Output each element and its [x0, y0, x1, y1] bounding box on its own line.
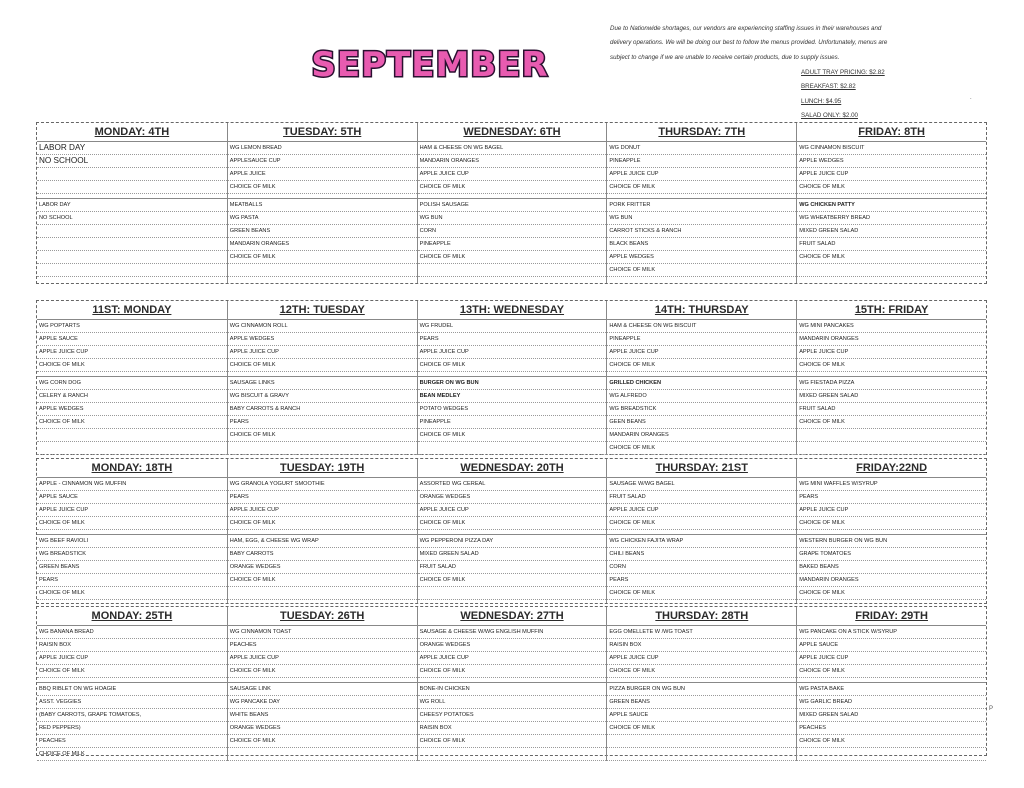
day-header: TUESDAY: 19TH — [228, 459, 417, 478]
day-column — [227, 123, 417, 283]
lunch-item: CHOICE OF MILK — [228, 574, 417, 587]
day-header: TUESDAY: 26TH — [228, 607, 417, 626]
lunch-item: POTATO WEDGES — [418, 403, 607, 416]
lunch-item: CHOICE OF MILK — [797, 416, 986, 429]
breakfast-item: APPLE JUICE CUP — [797, 168, 986, 181]
breakfast-item: CHOICE OF MILK — [228, 181, 417, 194]
lunch-item: BBQ RIBLET ON WG HOAGIE — [37, 683, 227, 696]
breakfast-item: APPLE JUICE CUP — [37, 504, 227, 517]
lunch-item: CHOICE OF MILK — [228, 735, 417, 748]
lunch-item: PINEAPPLE — [418, 238, 607, 251]
breakfast-item: WG LEMON BREAD — [228, 142, 417, 155]
breakfast-item: HAM & CHEESE ON WG BISCUIT — [607, 320, 796, 333]
breakfast-item: CHOICE OF MILK — [228, 359, 417, 372]
lunch-item: CORN — [418, 225, 607, 238]
lunch-item: FRUIT SALAD — [418, 561, 607, 574]
day-header: 15TH: FRIDAY — [797, 301, 986, 320]
breakfast-item: APPLE JUICE CUP — [797, 346, 986, 359]
day-header: THURSDAY: 21ST — [607, 459, 796, 478]
day-header: TUESDAY: 5TH — [228, 123, 417, 142]
lunch-item: CHOICE OF MILK — [607, 264, 796, 277]
lunch-item: CHOICE OF MILK — [228, 251, 417, 264]
breakfast-item: APPLE JUICE — [228, 168, 417, 181]
lunch-item — [228, 748, 417, 761]
day-column — [227, 301, 417, 455]
day-column — [37, 607, 227, 761]
lunch-item: CHOICE OF MILK — [228, 429, 417, 442]
breakfast-price: BREAKFAST: $2.82 — [801, 83, 856, 91]
lunch-item: PORK FRITTER — [607, 199, 796, 212]
lunch-item: CARROT STICKS & RANCH — [607, 225, 796, 238]
breakfast-item: MANDARIN ORANGES — [797, 333, 986, 346]
lunch-item: WG BISCUIT & GRAVY — [228, 390, 417, 403]
breakfast-item: CHOICE OF MILK — [418, 359, 607, 372]
lunch-item: CHOICE OF MILK — [607, 587, 796, 600]
lunch-item: SAUSAGE LINKS — [228, 377, 417, 390]
lunch-item: SAUSAGE LINK — [228, 683, 417, 696]
lunch-item: WG ALFREDO — [607, 390, 796, 403]
breakfast-item: APPLE WEDGES — [228, 333, 417, 346]
lunch-item: WG BUN — [607, 212, 796, 225]
breakfast-item: NO SCHOOL — [37, 155, 227, 168]
day-column — [417, 459, 607, 603]
breakfast-item: APPLE JUICE CUP — [418, 346, 607, 359]
lunch-item — [797, 748, 986, 761]
lunch-item: WG ROLL — [418, 696, 607, 709]
lunch-item: BEAN MEDLEY — [418, 390, 607, 403]
breakfast-item: PEACHES — [228, 639, 417, 652]
lunch-item: CHOICE OF MILK — [418, 574, 607, 587]
breakfast-item: APPLE JUICE CUP — [418, 168, 607, 181]
lunch-item: CHOICE OF MILK — [37, 416, 227, 429]
lunch-item: BAKED BEANS — [797, 561, 986, 574]
lunch-item: CHOICE OF MILK — [797, 735, 986, 748]
day-header: WEDNESDAY: 27TH — [418, 607, 607, 626]
lunch-item: MANDARIN ORANGES — [797, 574, 986, 587]
lunch-item: WG WHEATBERRY BREAD — [797, 212, 986, 225]
september-title — [310, 40, 550, 88]
lunch-item: LABOR DAY — [37, 199, 227, 212]
stray-mark: . — [970, 95, 972, 101]
week-grid — [37, 123, 986, 283]
day-column — [417, 607, 607, 761]
lunch-item — [37, 429, 227, 442]
breakfast-item: SAUSAGE & CHEESE W/WG ENGLISH MUFFIN — [418, 626, 607, 639]
lunch-item — [418, 587, 607, 600]
breakfast-item: RAISIN BOX — [37, 639, 227, 652]
lunch-item: BABY CARROTS — [228, 548, 417, 561]
lunch-item: CHOICE OF MILK — [607, 722, 796, 735]
breakfast-item: APPLE JUICE CUP — [37, 652, 227, 665]
lunch-item: MIXED GREEN SALAD — [797, 390, 986, 403]
lunch-item: APPLE WEDGES — [37, 403, 227, 416]
lunch-item: WG FIESTADA PIZZA — [797, 377, 986, 390]
lunch-item: WG CHICKEN PATTY — [797, 199, 986, 212]
lunch-item: PEACHES — [37, 735, 227, 748]
day-header: 12TH: TUESDAY — [228, 301, 417, 320]
lunch-item: PIZZA BURGER ON WG BUN — [607, 683, 796, 696]
lunch-item: CHILI BEANS — [607, 548, 796, 561]
lunch-item: MIXED GREEN SALAD — [797, 709, 986, 722]
lunch-item: GRILLED CHICKEN — [607, 377, 796, 390]
lunch-item: HAM, EGG, & CHEESE WG WRAP — [228, 535, 417, 548]
breakfast-item: SAUSAGE W/WG BAGEL — [607, 478, 796, 491]
breakfast-item: WG MINI PANCAKES — [797, 320, 986, 333]
day-header: MONDAY: 18TH — [37, 459, 227, 478]
lunch-item: CHOICE OF MILK — [418, 251, 607, 264]
breakfast-item: APPLE JUICE CUP — [797, 652, 986, 665]
lunch-item: WG PASTA BAKE — [797, 683, 986, 696]
lunch-item — [37, 264, 227, 277]
day-header: MONDAY: 4TH — [37, 123, 227, 142]
lunch-item: WG BREADSTICK — [607, 403, 796, 416]
lunch-item — [37, 238, 227, 251]
lunch-price: LUNCH: $4.95 — [801, 97, 842, 105]
lunch-item: CHEESY POTATOES — [418, 709, 607, 722]
lunch-item: BONE-IN CHICKEN — [418, 683, 607, 696]
lunch-item: BLACK BEANS — [607, 238, 796, 251]
lunch-item: WG GARLIC BREAD — [797, 696, 986, 709]
lunch-item: PEARS — [37, 574, 227, 587]
lunch-item: APPLE SAUCE — [607, 709, 796, 722]
lunch-item: BABY CARROTS & RANCH — [228, 403, 417, 416]
breakfast-item: HAM & CHEESE ON WG BAGEL — [418, 142, 607, 155]
lunch-item — [607, 748, 796, 761]
breakfast-item: ORANGE WEDGES — [418, 491, 607, 504]
breakfast-item: APPLE JUICE CUP — [228, 504, 417, 517]
breakfast-item: PEARS — [797, 491, 986, 504]
breakfast-item: CHOICE OF MILK — [797, 359, 986, 372]
breakfast-item: APPLE SAUCE — [797, 639, 986, 652]
lunch-item: RAISIN BOX — [418, 722, 607, 735]
breakfast-item: ORANGE WEDGES — [418, 639, 607, 652]
breakfast-item: PEARS — [418, 333, 607, 346]
day-column — [796, 123, 986, 283]
lunch-item: CHOICE OF MILK — [418, 735, 607, 748]
breakfast-item: APPLE WEDGES — [797, 155, 986, 168]
lunch-item — [797, 442, 986, 455]
day-header: WEDNESDAY: 20TH — [418, 459, 607, 478]
breakfast-item: WG POPTARTS — [37, 320, 227, 333]
lunch-item — [797, 429, 986, 442]
breakfast-item: CHOICE OF MILK — [228, 665, 417, 678]
breakfast-item: APPLE JUICE CUP — [37, 346, 227, 359]
breakfast-item: WG CINNAMON BISCUIT — [797, 142, 986, 155]
day-header: 13TH: WEDNESDAY — [418, 301, 607, 320]
lunch-item — [607, 735, 796, 748]
breakfast-item: APPLE JUICE CUP — [607, 346, 796, 359]
lunch-item: CHOICE OF MILK — [418, 429, 607, 442]
breakfast-item: CHOICE OF MILK — [37, 665, 227, 678]
day-header: MONDAY: 25TH — [37, 607, 227, 626]
lunch-item — [418, 748, 607, 761]
pricing-list — [801, 66, 885, 123]
lunch-item: RED PEPPERS) — [37, 722, 227, 735]
day-column — [227, 607, 417, 761]
breakfast-item: CHOICE OF MILK — [607, 517, 796, 530]
breakfast-item: MANDARIN ORANGES — [418, 155, 607, 168]
breakfast-item: APPLE JUICE CUP — [607, 652, 796, 665]
title-text: SEPTEMBER — [311, 45, 549, 85]
lunch-item: FRUIT SALAD — [797, 403, 986, 416]
day-column — [796, 301, 986, 455]
day-header: THURSDAY: 7TH — [607, 123, 796, 142]
lunch-item: MIXED GREEN SALAD — [418, 548, 607, 561]
week-grid — [37, 301, 986, 454]
lunch-item: PEARS — [607, 574, 796, 587]
breakfast-item: APPLE - CINNAMON WG MUFFIN — [37, 478, 227, 491]
breakfast-item: CHOICE OF MILK — [37, 517, 227, 530]
breakfast-item: APPLE JUICE CUP — [797, 504, 986, 517]
lunch-item: WESTERN BURGER ON WG BUN — [797, 535, 986, 548]
breakfast-item: CHOICE OF MILK — [607, 665, 796, 678]
breakfast-item: APPLESAUCE CUP — [228, 155, 417, 168]
lunch-item — [228, 264, 417, 277]
adult-tray-pricing: ADULT TRAY PRICING: $2.82 — [801, 69, 885, 76]
breakfast-item: CHOICE OF MILK — [418, 181, 607, 194]
week-grid — [37, 607, 986, 755]
lunch-item: BURGER ON WG BUN — [418, 377, 607, 390]
breakfast-item — [37, 181, 227, 194]
day-column — [37, 123, 227, 283]
breakfast-item: CHOICE OF MILK — [797, 665, 986, 678]
lunch-item: FRUIT SALAD — [797, 238, 986, 251]
day-column — [227, 459, 417, 603]
lunch-item — [37, 251, 227, 264]
lunch-item: CORN — [607, 561, 796, 574]
breakfast-item: CHOICE OF MILK — [37, 359, 227, 372]
lunch-item: (BABY CARROTS, GRAPE TOMATOES, — [37, 709, 227, 722]
lunch-item: MANDARIN ORANGES — [607, 429, 796, 442]
week-block — [36, 300, 987, 455]
lunch-item: CHOICE OF MILK — [607, 442, 796, 455]
breakfast-item: APPLE JUICE CUP — [228, 652, 417, 665]
breakfast-item: FRUIT SALAD — [607, 491, 796, 504]
week-block — [36, 122, 987, 284]
lunch-item: APPLE WEDGES — [607, 251, 796, 264]
salad-price: SALAD ONLY: $2.00 — [801, 111, 858, 119]
lunch-item: CHOICE OF MILK — [37, 587, 227, 600]
lunch-item: GRAPE TOMATOES — [797, 548, 986, 561]
lunch-item — [797, 264, 986, 277]
breakfast-item: LABOR DAY — [37, 142, 227, 155]
breakfast-item: PINEAPPLE — [607, 333, 796, 346]
breakfast-item: WG CINNAMON TOAST — [228, 626, 417, 639]
lunch-item: ASST. VEGGIES — [37, 696, 227, 709]
day-column — [606, 123, 796, 283]
breakfast-item: CHOICE OF MILK — [797, 517, 986, 530]
lunch-item: GEEN BEANS — [607, 416, 796, 429]
lunch-item: WG PEPPERONI PIZZA DAY — [418, 535, 607, 548]
breakfast-item: ASSORTED WG CEREAL — [418, 478, 607, 491]
lunch-item — [418, 442, 607, 455]
day-column — [606, 607, 796, 761]
breakfast-item: APPLE SAUCE — [37, 491, 227, 504]
day-column — [37, 301, 227, 455]
lunch-item: PEACHES — [797, 722, 986, 735]
lunch-item: GREEN BEANS — [228, 225, 417, 238]
week-block — [36, 606, 987, 756]
lunch-item: PEARS — [228, 416, 417, 429]
lunch-item — [418, 264, 607, 277]
day-header: WEDNESDAY: 6TH — [418, 123, 607, 142]
breakfast-item — [37, 168, 227, 181]
breakfast-item: APPLE JUICE CUP — [607, 504, 796, 517]
lunch-item: CELERY & RANCH — [37, 390, 227, 403]
day-header: 14TH: THURSDAY — [607, 301, 796, 320]
lunch-item: CHOICE OF MILK — [37, 748, 227, 761]
supply-notice: Due to Nationwide shortages, our vendors are experiencing staffing issues in their warehouses and delivery operations. We will be doing our best to follow the menus provided. Unfortunately, menus are subject to change if we are unable to receive certain products, due to supply issues. — [610, 25, 888, 61]
day-column — [417, 123, 607, 283]
breakfast-item: CHOICE OF MILK — [607, 181, 796, 194]
breakfast-item: CHOICE OF MILK — [228, 517, 417, 530]
breakfast-item: CHOICE OF MILK — [797, 181, 986, 194]
lunch-item: CHOICE OF MILK — [797, 587, 986, 600]
breakfast-item: WG GRANOLA YOGURT SMOOTHIE — [228, 478, 417, 491]
lunch-item: ORANGE WEDGES — [228, 561, 417, 574]
breakfast-item: WG PANCAKE ON A STICK W/SYRUP — [797, 626, 986, 639]
lunch-item: MIXED GREEN SALAD — [797, 225, 986, 238]
lunch-item — [37, 225, 227, 238]
lunch-item: NO SCHOOL — [37, 212, 227, 225]
week-block — [36, 458, 987, 604]
lunch-item: ORANGE WEDGES — [228, 722, 417, 735]
day-header: 11ST: MONDAY — [37, 301, 227, 320]
day-header: FRIDAY:22ND — [797, 459, 986, 478]
lunch-item: WG PANCAKE DAY — [228, 696, 417, 709]
lunch-item: MANDARIN ORANGES — [228, 238, 417, 251]
breakfast-item: WG CINNAMON ROLL — [228, 320, 417, 333]
lunch-item: WG BUN — [418, 212, 607, 225]
day-column — [796, 607, 986, 761]
lunch-item: WHITE BEANS — [228, 709, 417, 722]
breakfast-item: PINEAPPLE — [607, 155, 796, 168]
breakfast-item: APPLE JUICE CUP — [418, 652, 607, 665]
breakfast-item: WG MINI WAFFLES W/SYRUP — [797, 478, 986, 491]
breakfast-item: WG BANANA BREAD — [37, 626, 227, 639]
breakfast-item: APPLE JUICE CUP — [418, 504, 607, 517]
lunch-item: MEATBALLS — [228, 199, 417, 212]
day-column — [606, 459, 796, 603]
day-column — [606, 301, 796, 455]
lunch-item — [228, 442, 417, 455]
day-header: THURSDAY: 28TH — [607, 607, 796, 626]
day-header: FRIDAY: 29TH — [797, 607, 986, 626]
lunch-item: GREEN BEANS — [607, 696, 796, 709]
lunch-item: GREEN BEANS — [37, 561, 227, 574]
breakfast-item: WG DONUT — [607, 142, 796, 155]
breakfast-item: CHOICE OF MILK — [607, 359, 796, 372]
breakfast-item: CHOICE OF MILK — [418, 517, 607, 530]
lunch-item — [37, 442, 227, 455]
lunch-item: WG BREADSTICK — [37, 548, 227, 561]
day-header: FRIDAY: 8TH — [797, 123, 986, 142]
breakfast-item: APPLE SAUCE — [37, 333, 227, 346]
lunch-item: WG CORN DOG — [37, 377, 227, 390]
breakfast-item: APPLE JUICE CUP — [228, 346, 417, 359]
lunch-item: PINEAPPLE — [418, 416, 607, 429]
lunch-item: CHOICE OF MILK — [797, 251, 986, 264]
week-grid — [37, 459, 986, 603]
lunch-item: WG BEEF RAVIOLI — [37, 535, 227, 548]
breakfast-item: RAISIN BOX — [607, 639, 796, 652]
lunch-item: POLISH SAUSAGE — [418, 199, 607, 212]
day-column — [796, 459, 986, 603]
stray-mark: P — [989, 706, 994, 712]
lunch-item: WG PASTA — [228, 212, 417, 225]
breakfast-item: WG FRUDEL — [418, 320, 607, 333]
breakfast-item: PEARS — [228, 491, 417, 504]
breakfast-item: APPLE JUICE CUP — [607, 168, 796, 181]
breakfast-item: CHOICE OF MILK — [418, 665, 607, 678]
breakfast-item: EGG OMELLETE W /WG TOAST — [607, 626, 796, 639]
lunch-item — [228, 587, 417, 600]
day-column — [37, 459, 227, 603]
day-column — [417, 301, 607, 455]
lunch-item: WG CHICKEN FAJITA WRAP — [607, 535, 796, 548]
